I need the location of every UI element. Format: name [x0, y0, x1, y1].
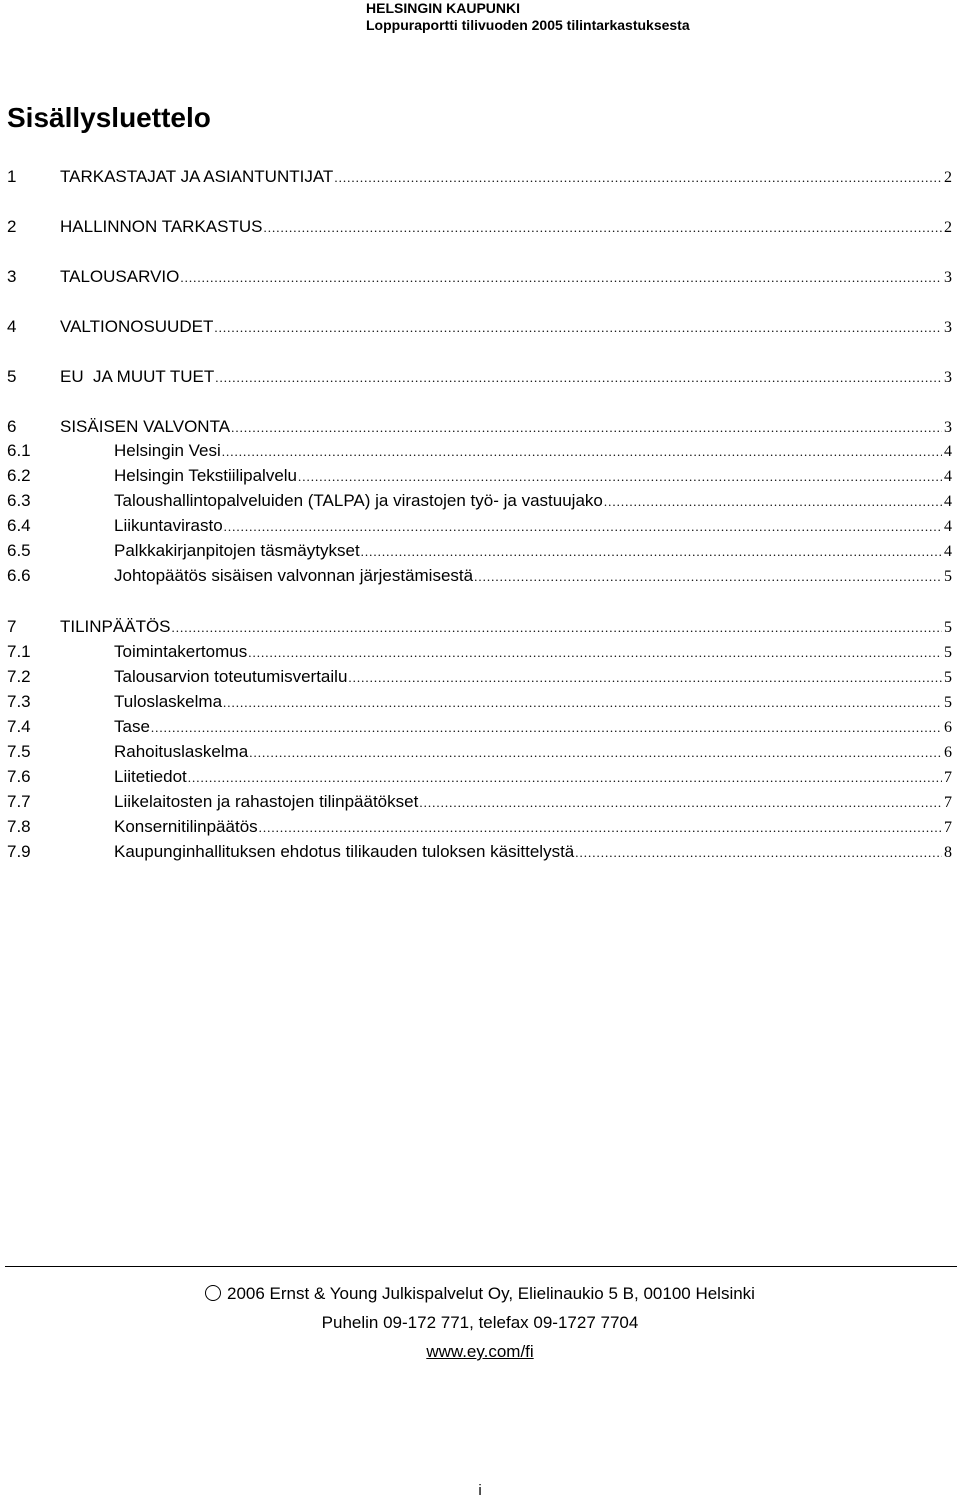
toc-dot-leader: [348, 667, 942, 689]
toc-entry[interactable]: [7, 741, 952, 763]
toc-dot-leader: [334, 167, 942, 189]
toc-dot-leader: [575, 842, 942, 864]
toc-dot-leader: [224, 516, 942, 538]
toc-entry-label: EU JA MUUT TUET: [60, 367, 215, 386]
toc-dot-leader: [214, 317, 942, 339]
toc-dot-leader: [474, 566, 942, 588]
toc-dot-leader: [231, 417, 942, 439]
page-title: Sisällysluettelo: [7, 102, 211, 133]
toc-entry-label: SISÄISEN VALVONTA: [60, 417, 231, 436]
toc-entry[interactable]: [7, 666, 952, 688]
toc-dot-leader: [361, 541, 942, 563]
toc-entry[interactable]: [7, 791, 952, 813]
toc-dot-leader: [419, 792, 942, 814]
toc-entry-page: 3: [944, 419, 952, 436]
toc-entry-number: 6.5: [7, 541, 31, 560]
toc-entry[interactable]: [7, 565, 952, 587]
toc-entry-number: 4: [7, 317, 17, 336]
toc-entry-label: Tuloslaskelma: [114, 692, 223, 711]
toc-entry-label: Liikuntavirasto: [114, 516, 223, 535]
toc-entry-number: 6.6: [7, 566, 31, 585]
toc-dot-leader: [180, 267, 942, 289]
toc-entry[interactable]: [7, 716, 952, 738]
toc-entry[interactable]: [7, 816, 952, 838]
toc-entry[interactable]: [7, 490, 952, 512]
toc-entry[interactable]: [7, 440, 952, 462]
footer-copyright-line: [0, 1283, 960, 1305]
toc-entry-number: 7.6: [7, 767, 31, 786]
toc-entry-label: Helsingin Tekstiilipalvelu: [114, 466, 297, 485]
toc-dot-leader: [223, 692, 942, 714]
toc-entry-number: 7.3: [7, 692, 31, 711]
footer-divider: [5, 1266, 957, 1267]
toc-entry-label: Palkkakirjanpitojen täsmäytykset: [114, 541, 360, 560]
toc-entry-label: Helsingin Vesi: [114, 441, 221, 460]
toc-entry[interactable]: [7, 540, 952, 562]
toc-dot-leader: [222, 441, 942, 463]
footer-website-link[interactable]: www.ey.com/fi: [426, 1342, 534, 1361]
toc-entry-label: Rahoituslaskelma: [114, 742, 249, 761]
page-number: i: [478, 1482, 482, 1499]
toc-entry[interactable]: [7, 216, 952, 238]
toc-entry[interactable]: [7, 641, 952, 663]
header-org: HELSINGIN KAUPUNKI: [366, 0, 521, 16]
toc-entry-number: 6.2: [7, 466, 31, 485]
toc-entry-page: 4: [944, 468, 952, 485]
toc-dot-leader: [172, 617, 942, 639]
toc-entry-number: 6.1: [7, 441, 31, 460]
toc-entry-page: 8: [944, 844, 952, 861]
toc-entry-label: VALTIONOSUUDET: [60, 317, 214, 336]
toc-entry-label: Liitetiedot: [114, 767, 187, 786]
toc-entry[interactable]: [7, 266, 952, 288]
toc-entry-number: 3: [7, 267, 17, 286]
toc-entry-number: 7.2: [7, 667, 31, 686]
toc-entry-number: 7.5: [7, 742, 31, 761]
toc-entry-label: TARKASTAJAT JA ASIANTUNTIJAT: [60, 167, 334, 186]
toc-entry-page: 4: [944, 543, 952, 560]
toc-entry-page: 2: [944, 219, 952, 236]
toc-entry-number: 6: [7, 417, 17, 436]
toc-entry-number: 1: [7, 167, 17, 186]
toc-dot-leader: [249, 742, 942, 764]
toc-entry-number: 7.4: [7, 717, 31, 736]
toc-entry[interactable]: [7, 841, 952, 863]
toc-entry[interactable]: [7, 416, 952, 438]
toc-entry[interactable]: [7, 316, 952, 338]
toc-entry-page: 3: [944, 319, 952, 336]
toc-entry-page: 7: [944, 794, 952, 811]
toc-dot-leader: [604, 491, 942, 513]
toc-entry[interactable]: [7, 766, 952, 788]
toc-entry[interactable]: [7, 616, 952, 638]
toc-entry-page: 7: [944, 819, 952, 836]
toc-entry-number: 7: [7, 617, 17, 636]
toc-dot-leader: [188, 767, 942, 789]
toc-entry-number: 7.8: [7, 817, 31, 836]
toc-entry-page: 3: [944, 369, 952, 386]
toc-entry[interactable]: [7, 366, 952, 388]
toc-entry-label: Kaupunginhallituksen ehdotus tilikauden tuloksen käsittelystä: [114, 842, 575, 861]
toc-entry-page: 7: [944, 769, 952, 786]
toc-entry[interactable]: [7, 515, 952, 537]
toc-entry-number: 6.3: [7, 491, 31, 510]
toc-entry-label: TALOUSARVIO: [60, 267, 180, 286]
footer-copyright: 2006 Ernst & Young Julkispalvelut Oy, Elielinaukio 5 B, 00100 Helsinki: [227, 1284, 755, 1303]
footer-phone: Puhelin 09-172 771, telefax 09-1727 7704: [321, 1313, 639, 1332]
toc-entry-page: 6: [944, 719, 952, 736]
toc-entry-page: 5: [944, 568, 952, 585]
toc-entry-page: 4: [944, 493, 952, 510]
toc-entry-label: Liikelaitosten ja rahastojen tilinpäätökset: [114, 792, 419, 811]
toc-entry-page: 4: [944, 518, 952, 535]
footer-website-line: [0, 1341, 960, 1363]
toc-entry-number: 7.7: [7, 792, 31, 811]
toc-entry-number: 7.1: [7, 642, 31, 661]
toc-entry-label: Toimintakertomus: [114, 642, 248, 661]
toc-entry-label: Tase: [114, 717, 150, 736]
toc-entry-number: 2: [7, 217, 17, 236]
toc-entry-label: HALLINNON TARKASTUS: [60, 217, 263, 236]
toc-entry-page: 5: [944, 644, 952, 661]
toc-entry-label: Johtopäätös sisäisen valvonnan järjestämisestä: [114, 566, 474, 585]
toc-entry-page: 4: [944, 443, 952, 460]
page-header: [366, 0, 690, 34]
toc-entry-label: Taloushallintopalveluiden (TALPA) ja virastojen työ- ja vastuujako: [114, 491, 603, 510]
toc-entry-page: 5: [944, 669, 952, 686]
toc-entry-page: 5: [944, 694, 952, 711]
toc-entry-page: 2: [944, 169, 952, 186]
toc-entry-label: Konsernitilinpäätös: [114, 817, 258, 836]
copyright-icon: [205, 1285, 221, 1301]
toc-entry[interactable]: [7, 691, 952, 713]
toc-dot-leader: [248, 642, 942, 664]
toc-dot-leader: [298, 466, 942, 488]
toc-entry[interactable]: [7, 465, 952, 487]
toc-entry-number: 7.9: [7, 842, 31, 861]
toc-entry-page: 6: [944, 744, 952, 761]
toc-entry-number: 5: [7, 367, 17, 386]
toc-entry-label: TILINPÄÄTÖS: [60, 617, 171, 636]
toc-dot-leader: [259, 817, 942, 839]
toc-dot-leader: [263, 217, 942, 239]
toc-entry-number: 6.4: [7, 516, 31, 535]
toc-entry-page: 5: [944, 619, 952, 636]
toc-entry[interactable]: [7, 166, 952, 188]
toc-dot-leader: [151, 717, 942, 739]
header-subtitle: Loppuraportti tilivuoden 2005 tilintarkastuksesta: [366, 17, 690, 33]
toc-entry-label: Talousarvion toteutumisvertailu: [114, 667, 348, 686]
toc-dot-leader: [215, 367, 942, 389]
toc-entry-page: 3: [944, 269, 952, 286]
